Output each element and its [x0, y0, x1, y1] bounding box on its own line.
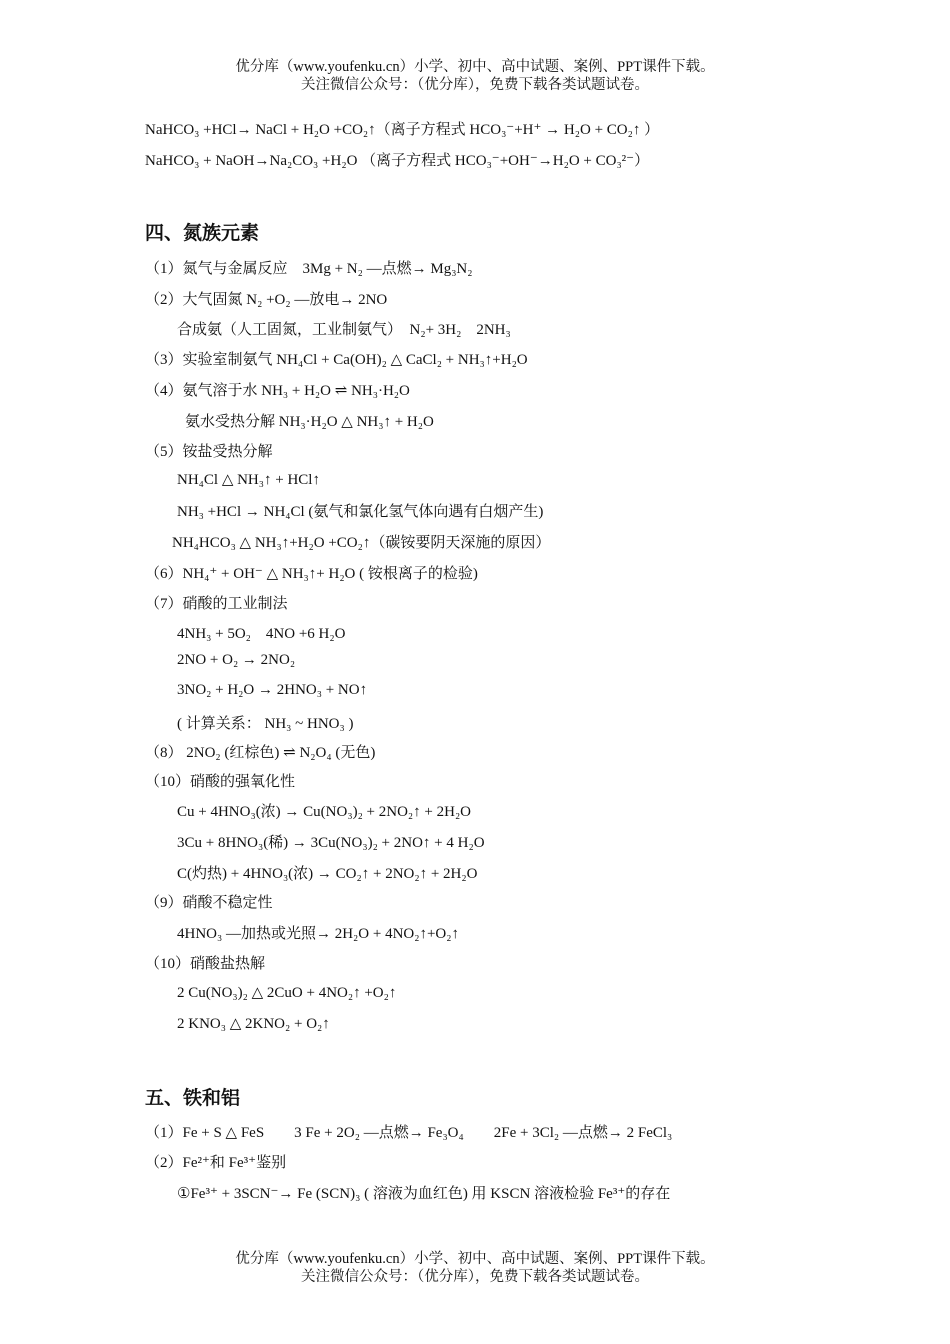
intro-line-1: NaHCO₃ +HCl→ NaCl + H₂O +CO₂↑（离子方程式 HCO₃⁻+H⁺ → H₂O + CO₂↑ ）	[145, 122, 660, 138]
s4-line: （4）氨气溶于水 NH₃ + H₂O ⇌ NH₃·H₂O	[145, 383, 410, 399]
intro-line-2: NaHCO₃ + NaOH→Na₂CO₃ +H₂O （离子方程式 HCO₃⁻+OH⁻→H₂O + CO₃²⁻）	[145, 153, 650, 169]
s4-line: （9）硝酸不稳定性	[145, 895, 273, 911]
s4-line: （7）硝酸的工业制法	[145, 596, 288, 612]
page-header	[0, 58, 950, 94]
s4-line: 2 KNO₃ △ 2KNO₂ + O₂↑	[177, 1016, 330, 1032]
s4-line: C(灼热) + 4HNO₃(浓) → CO₂↑ + 2NO₂↑ + 2H₂O	[177, 866, 478, 882]
s4-line: NH₃ +HCl → NH₄Cl (氨气和氯化氢气体向遇有白烟产生)	[177, 504, 544, 520]
s4-line: 4NH₃ + 5O₂ 4NO +6 H₂O	[177, 626, 346, 642]
section-4-title: 四、氮族元素	[145, 222, 260, 244]
s4-line: 3NO₂ + H₂O → 2HNO₃ + NO↑	[177, 682, 368, 698]
s4-line: 4HNO₃ —加热或光照→ 2H₂O + 4NO₂↑+O₂↑	[177, 926, 459, 942]
s4-line: 2 Cu(NO₃)₂ △ 2CuO + 4NO₂↑ +O₂↑	[177, 985, 397, 1001]
s4-line: （10）硝酸盐热解	[145, 956, 266, 972]
s4-line: （10）硝酸的强氧化性	[145, 774, 296, 790]
footer-line-2: 关注微信公众号：（优分库），免费下载各类试题试卷。	[301, 1269, 649, 1285]
s4-line: （8） 2NO₂ (红棕色) ⇌ N₂O₄ (无色)	[145, 745, 376, 761]
s4-line: 氨水受热分解 NH₃·H₂O △ NH₃↑ + H₂O	[185, 414, 434, 430]
s4-line: ( 计算关系： NH₃ ~ HNO₃ )	[177, 716, 354, 732]
s4-line: NH₄HCO₃ △ NH₃↑+H₂O +CO₂↑（碳铵要阴天深施的原因）	[172, 535, 551, 551]
s4-line: 3Cu + 8HNO₃(稀) → 3Cu(NO₃)₂ + 2NO↑ + 4 H₂O	[177, 835, 485, 851]
s4-line: NH₄Cl △ NH₃↑ + HCl↑	[177, 472, 320, 488]
s4-line: （6）NH₄⁺ + OH⁻ △ NH₃↑+ H₂O ( 铵根离子的检验)	[145, 566, 478, 582]
s4-line: （2）大气固氮 N₂ +O₂ —放电→ 2NO	[145, 292, 388, 308]
section-5-title: 五、铁和铝	[145, 1087, 241, 1109]
header-line-2: 关注微信公众号：（优分库），免费下载各类试题试卷。	[301, 77, 649, 93]
s4-line: （5）铵盐受热分解	[145, 444, 273, 460]
s5-line: ①Fe³⁺ + 3SCN⁻→ Fe (SCN)₃ ( 溶液为血红色) 用 KSCN 溶液检验 Fe³⁺的存在	[177, 1186, 671, 1202]
footer-line-1: 优分库（www.youfenku.cn）小学、初中、高中试题、案例、PPT课件下载。	[235, 1251, 715, 1267]
header-line-1: 优分库（www.youfenku.cn）小学、初中、高中试题、案例、PPT课件下载。	[235, 59, 715, 75]
s4-line: 合成氨（人工固氮，工业制氨气） N₂+ 3H₂ 2NH₃	[177, 322, 511, 338]
s4-line: （3）实验室制氨气 NH₄Cl + Ca(OH)₂ △ CaCl₂ + NH₃↑+H₂O	[145, 352, 528, 368]
s4-line: 2NO + O₂ → 2NO₂	[177, 652, 296, 668]
s5-line: （2）Fe²⁺和 Fe³⁺鉴别	[145, 1155, 287, 1171]
s4-line: Cu + 4HNO₃(浓) → Cu(NO₃)₂ + 2NO₂↑ + 2H₂O	[177, 804, 472, 820]
page-footer	[0, 1250, 950, 1286]
s5-line: （1）Fe + S △ FeS 3 Fe + 2O₂ —点燃→ Fe₃O₄ 2Fe + 3Cl₂ —点燃→ 2 FeCl₃	[145, 1125, 673, 1141]
s4-line: （1）氮气与金属反应 3Mg + N₂ —点燃→ Mg₃N₂	[145, 261, 473, 277]
